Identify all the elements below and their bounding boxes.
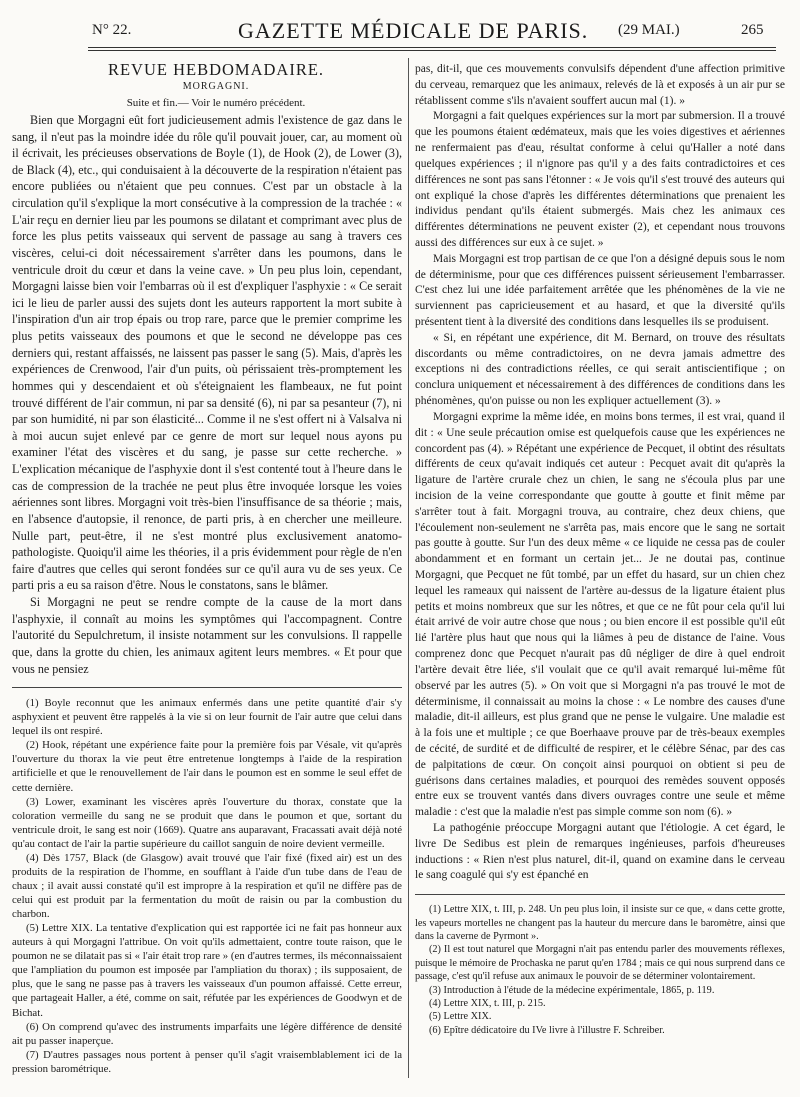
body-paragraph: Si Morgagni ne peut se rendre compte de la cause de la mort dans l'asphyxie, il connaît au moins les symptômes qui l'accompagnent. Contre l'autorité du Sepulchretum, il insiste notamment sur les convulsions. Il rappelle que, dans la grotte du chien, les animaux agitent leurs membres. « Et pour que vous ne pensiez: [12, 595, 402, 676]
right-column: [415, 62, 785, 1037]
footnote: (1) Boyle reconnut que les animaux enfermés dans une petite quantité d'air s'y asphyxient et peuvent être rappelés à la vie si on leur fournit de l'air autre que celui dans lequel ils ont respiré.: [12, 697, 402, 738]
body-paragraph: pas, dit-il, que ces mouvements convulsifs dépendent d'une affection primitive du cerveau, remarquez que les animaux, relevés de là et exposés à un air pur se rétablissent comme s'ils n'avaient souffert aucun mal (1). »: [415, 63, 785, 107]
footnote: (2) Hook, répétant une expérience faite pour la première fois par Vésale, vit qu'après l'ouverture du thorax la vie peut être entretenue longtemps à l'aide de la respiration artificielle et que le renouvellement de l'air dans le poumon est en somme le seul effet de cette dernière.: [12, 739, 402, 794]
footnote-rule: [415, 894, 785, 895]
header-rule-double: [88, 50, 776, 51]
footnote: (3) Introduction à l'étude de la médecine expérimentale, 1865, p. 119.: [429, 984, 715, 996]
footnote: (1) Lettre XIX, t. III, p. 248. Un peu plus loin, il insiste sur ce que, « dans cette grotte, les vapeurs mortelles ne changent pas la hauteur du mercure dans le baromètre, ainsi que dans la caverne de Pyrmont ».: [415, 904, 785, 942]
footnote: (6) On comprend qu'avec des instruments imparfaits une légère différence de densité ait pu passer inaperçue.: [12, 1020, 402, 1047]
journal-title: GAZETTE MÉDICALE DE PARIS.: [238, 18, 589, 43]
page-number: 265: [741, 22, 764, 38]
body-paragraph: Bien que Morgagni eût fort judicieusement admis l'existence de gaz dans le sang, il n'eut pas la moindre idée du rôle qu'il pouvait jouer, car, au moment où il écrivait, les précieuses observations de Boyle (1), de Hook (2), de Lower (3), de Black (4), etc., qui conduisaient à la découverte de la respiration n'étaient pas encore publiées ou n'étaient que peu connues. C'est par un obstacle à la circulation qu'il s'explique la mort consécutive à la compression de la trachée : « L'air reçu en dernier lieu par les poumons se dilatant et comprimant avec plus de force les plus petits vaisseaux qui servent de passage au sang à travers ces viscères, celui-ci doit nécessairement s'arrêter dans les poumons, dans le ventricule droit du cœur et dans la veine cave. » Un peu plus loin, cependant, Morgagni laisse bien voir l'embarras où il est d'expliquer l'asphyxie : « Ce serait ici le lieu de parler aussi des sujets dont les auteurs rapportent la mort subite à l'inspiration d'un air trop épais ou trop rare, parce que le premier comprime les plus petits vaisseaux des poumons et que le second ne développe pas ces derniers qui, restant affaissés, ne laissent pas passer le sang (5). Mais, d'après les expériences de Crenwood, l'air d'un puits, où périssaient très-promptement les hommes qui y descendaient et où s'éteignaient les flambeaux, ne fut point trouvé différent de l'air commun, ni par sa densité (6), ni par sa pesanteur (7), ni par son humidité, ni par son élasticité... Comme il ne s'est offert ni à Valsalva ni à moi aucun sujet enlevé par ce genre de mort sur lequel nous ayons pu examiner l'état des viscères et du sang, je passe sur cette recherche. » L'explication mécanique de l'asphyxie dont il s'est contenté tout à l'heure dans le cas de compression de la trachée ne peut plus être invoquée lorsque les voies aériennes sont libres. Morgagni voit très-bien l'insuffisance de sa théorie ; mais, en l'absence d'autopsie, il renonce, de parti pris, à en chercher une meilleure. Nulle part, peut-être, il ne s'est montré plus exclusivement anatomo-pathologiste. Quoiqu'il aime les théories, il a pris évidemment pour règle de n'en faire d'autres que celles qui seront fondées sur ce qu'il aura vu de ses yeux. Ce parti pris a eu sa raison d'être. Nous le constatons, sans le blâmer.: [12, 112, 402, 593]
section-note: Suite et fin.— Voir le numéro précédent.: [126, 97, 306, 110]
column-divider: [408, 58, 409, 1078]
footnote: (3) Lower, examinant les viscères après l'ouverture du thorax, constate que la coloration vermeille du sang ne se produit que dans le poumon et que, sortant du ventricule droit, le sang est noir (1669). Quatre ans auparavant, Fracassati avait déjà noté qu'au contact de l'air la partie supérieure du caillot sanguin de noire devient vermeille.: [12, 795, 402, 850]
section-subtitle: MORGAGNI.: [182, 80, 250, 92]
issue-number: N° 22.: [92, 22, 132, 38]
footnote: (6) Epître dédicatoire du IVe livre à l'illustre F. Schreiber.: [429, 1024, 665, 1036]
footnote-rule: [12, 687, 402, 688]
right-footnotes: [415, 903, 785, 1037]
body-paragraph: Morgagni a fait quelques expériences sur la mort par submersion. Il a trouvé que les poumons étaient œdémateux, mais que les voies digestives et aériennes ne renfermaient pas d'eau, résultat conforme à celui qu'Haller a noté dans quelques expériences ; il n'ignore pas qu'il y a des faits contradictoires et ces différences ne sont pas sans l'étonner : « Je vois qu'il s'est trouvé des auteurs qui ont expliqué la chose d'après les différentes déterminations que prenaient les individus pendant qu'ils étaient submergés. Mais chez les animaux ces différentes déterminations ne peuvent exister (2), et cependant nous trouvons aussi des différences sur eux à ce sujet. »: [415, 110, 785, 249]
page-header: [78, 18, 778, 44]
issue-date: (29 MAI.): [618, 22, 680, 38]
footnote: (7) D'autres passages nous portent à penser qu'il s'agit vraisemblablement ici de la pression barométrique.: [12, 1048, 402, 1075]
body-paragraph: Morgagni exprime la même idée, en moins bons termes, il est vrai, quand il dit : « Une seule précaution omise est quelquefois cause que les expériences ne concordent pas (4). » Répétant une expérience de Pecquet, il obtint des résultats différents de ceux qu'avait indiqués cet auteur : Pecquet avait dit qu'après la ligature de l'artère crurale chez un chien, le sang ne s'écoula plus par une incision de la veine correspondante que goutte à goutte et finit même par s'arrêter tout à fait. Morgagni trouva, au contraire, chez deux chiens, que l'écoulement non-seulement ne s'arrêta pas, mais encore que le sang ne sortait pas goutte à goutte. Sur l'un des deux même « ce liquide ne cessa pas de couler abondamment et en formant un certain jet... Je ne doutai pas, continue Morgagni, que Pecquet ne fût tombé, par un effet du hasard, sur un chien chez lequel les rameaux qui naissent de l'artère au-dessus de la ligature étaient plus petits et moins nombreux que sur les nôtres, et que ce ne fût pour cela qu'il lui était arrivé de voir autre chose que nous ; ou bien encore il est possible qu'il eût lié l'artère plus haut que nous qui la liâmes à peu de distance de l'aine. Vous comprenez donc que Pecquet n'aurait pas dû négliger de dire à quel endroit l'artère devait être liée, s'il voulait que ce qu'il avait remarqué lui-même fût observé par les autres (5). » On voit que si Morgagni n'a pas trouvé le mot de déterminisme, il connaissait au moins la chose : « Le nombre des causes d'une maladie, dit-il ailleurs, est plus grand que ne pense le vulgaire. Une maladie est à la fois une et multiple ; ce que Boerhaave prouve par de très-beaux exemples de cécité, de surdité et de difficulté de respirer, et le célèbre Sénac, par des cas de palpitations de cœur. On conçoit ainsi pourquoi on obtient si peu de guérisons dans certaines maladies, et pourquoi des remèdes souvent opposés entre eux se trouvent vantés dans divers ouvrages contre une seule et même maladie : c'est que la maladie n'est pas simple comme son nom (6). »: [415, 410, 785, 819]
footnote: (4) Dès 1757, Black (de Glasgow) avait trouvé que l'air fixé (fixed air) est un des produits de la respiration de l'homme, en soufflant à l'aide d'un tube dans de l'eau de chaux ; il avait aussi constaté qu'il est impropre à la respiration et qu'il ne diffère pas de celui qui est produit par la fermentation du moût de raisin ou par la combustion du charbon.: [12, 851, 402, 921]
header-rule: [88, 47, 776, 48]
body-paragraph: « Si, en répétant une expérience, dit M. Bernard, on trouve des résultats discordants ou même contradictoires, on ne devra jamais admettre des exceptions ni des contradictions réelles, ce qui serait antiscientifique ; on conclura uniquement et nécessairement à des différences de conditions dans les phénomènes, qu'on puisse ou non les expliquer actuellement (3). »: [415, 331, 785, 408]
left-column: [12, 62, 402, 1076]
footnote: (5) Lettre XIX. La tentative d'explication qui est rapportée ici ne fait pas honneur aux auteurs à qui Morgagni l'attribue. On voit qu'ils admettaient, contre toute raison, que le poumon ne se dilatait pas si « l'air était trop rare » (en d'autres termes, ils méconnaissaient que l'ampliation du poumon est imposée par l'ampliation du thorax) ; ils supposaient, de plus, que le sang ne passe pas à travers les vaisseaux d'un poumon affaissé. Cette erreur, que partageait Haller, a été, comme on sait, réfutée par les expériences de Goodwyn et de Bichat.: [12, 922, 402, 1019]
left-footnotes: [12, 696, 402, 1076]
section-title: REVUE HEBDOMADAIRE.: [107, 60, 325, 79]
body-paragraph: La pathogénie préoccupe Morgagni autant que l'étiologie. A cet égard, le livre De Sedibus est plein de remarques ingénieuses, parfois d'heureuses inductions : « Rien n'est plus naturel, dit-il, quand on examine dans le cerveau le sang coagulé qui s'y est épanché en: [415, 822, 785, 882]
body-paragraph: Mais Morgagni est trop partisan de ce que l'on a désigné depuis sous le nom de déterminisme, pour que ces différences puissent sérieusement l'embarrasser. C'est chez lui une idée parfaitement arrêtée que les phénomènes de la vie ne surviennent pas capricieusement et au hasard, et que la diversité qu'ils présentent tient à la diversité des conditions dans lesquelles ils se produisent.: [415, 252, 785, 328]
footnote: (5) Lettre XIX.: [429, 1011, 492, 1023]
footnote: (2) Il est tout naturel que Morgagni n'ait pas entendu parler des mouvements réflexes, puisque le mémoire de Prochaska ne parut qu'en 1784 ; mais ce qui nous surprend dans ce passage, c'est qu'il refuse aux animaux le pouvoir de se déterminer volontairement.: [415, 944, 785, 983]
footnote: (4) Lettre XIX, t. III, p. 215.: [429, 997, 546, 1009]
